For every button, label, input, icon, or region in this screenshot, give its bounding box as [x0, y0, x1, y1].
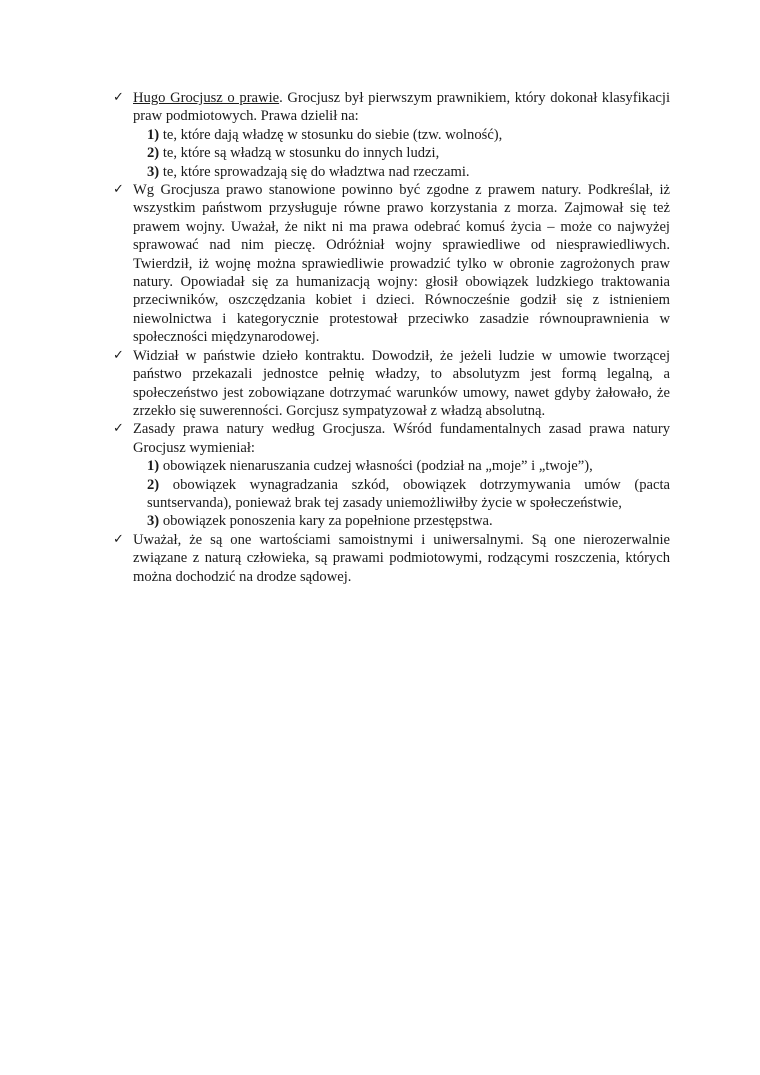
list-item-text: te, które dają władzę w stosunku do siebie (tzw. wolność),: [159, 126, 503, 143]
checkmark-icon: ✓: [113, 347, 124, 363]
bullet-paragraph: Widział w państwie dzieło kontraktu. Dowodził, że jeżeli ludzie w umowie tworzącej państwo przekazali jednostce pełnię władzy, to absolutyzm jest formą legalną, a społeczeństwo jest zobowiązane dotrzymać warunków umowy, nawet gdyby żałowało, że zrzekło się suwerenności. Gorcjusz sympatyzował z władzą absolutną.: [133, 347, 670, 419]
list-item-text: obowiązek nienaruszania cudzej własności (podział na „moje” i „twoje”),: [159, 458, 593, 475]
list-item-text: te, które są władzą w stosunku do innych ludzi,: [159, 145, 440, 162]
list-item: [133, 476, 670, 513]
checkmark-icon: ✓: [113, 421, 124, 437]
list-item-text: te, które sprowadzają się do władztwa nad rzeczami.: [159, 163, 470, 180]
bullet-paragraph: [133, 89, 670, 126]
list-item: [133, 126, 670, 144]
checkmark-icon: ✓: [113, 90, 124, 105]
bullet-universal-values: [113, 531, 670, 586]
bullet-text: . Grocjusz był pierwszym prawnikiem, który dokonał klasyfikacji praw podmiotowych. Prawa dzielił na:: [133, 90, 671, 125]
list-item: [133, 457, 670, 475]
bullet-natural-law-principles: [113, 420, 670, 530]
document-content: [113, 89, 670, 586]
bullet-paragraph: Uważał, że są one wartościami samoistnymi i uniwersalnymi. Są one nierozerwalnie związane z naturą człowieka, są prawami podmiotowymi, rodzącymi roszczenia, których można dochodzić na drodze sądowej.: [133, 531, 670, 585]
list-item: [133, 144, 670, 162]
list-item-number: 1): [147, 126, 160, 143]
list-item: [133, 163, 670, 181]
list-item-text: obowiązek ponoszenia kary za popełnione przestępstwa.: [159, 513, 493, 530]
bullet-state-contract: [113, 347, 670, 421]
checkmark-icon: ✓: [113, 531, 124, 547]
list-item-number: 2): [147, 476, 160, 493]
bullet-grotius-on-law: [113, 89, 670, 181]
bullet-paragraph: Wg Grocjusza prawo stanowione powinno być zgodne z prawem natury. Podkreślał, iż wszystkim państwom przysługuje równe prawo korzystania z morza. Zajmował się też prawem wojny. Uważał, że nikt ni ma prawa odebrać komuś życia – może co najwyżej sprawować nad nim pieczę. Odróżniał wojny sprawiedliwe od niesprawiedliwych. Twierdził, iż wojnę można sprawiedliwie prowadzić tylko w obronie zagrożonych praw natury. Opowiadał się za humanizacją wojny: głosił obowiązek ludzkiego traktowania przeciwników, oszczędzania kobiet i dzieci. Równocześnie godził się z istnieniem niewolnictwa i kategorycznie protestował przeciwko zasadzie równouprawnienia w społeczności międzynarodowej.: [133, 182, 670, 346]
section-title-hugo-grocjusz: Hugo Grocjusz o prawie: [133, 90, 280, 106]
checkmark-icon: ✓: [113, 182, 124, 198]
bullet-natural-law-and-war: [113, 181, 670, 347]
list-item-number: 2): [147, 145, 160, 162]
list-item-number: 1): [147, 458, 160, 475]
list-item-number: 3): [147, 163, 160, 180]
bullet-paragraph: Zasady prawa natury według Grocjusza. Wśród fundamentalnych zasad prawa natury Grocjusz wymieniał:: [133, 421, 670, 456]
list-item-text: obowiązek wynagradzania szkód, obowiązek dotrzymywania umów (pacta suntservanda), ponieważ brak tej zasady uniemożliwiłby życie w społeczeństwie,: [147, 476, 670, 511]
list-item-number: 3): [147, 513, 160, 530]
list-item: [133, 512, 670, 530]
